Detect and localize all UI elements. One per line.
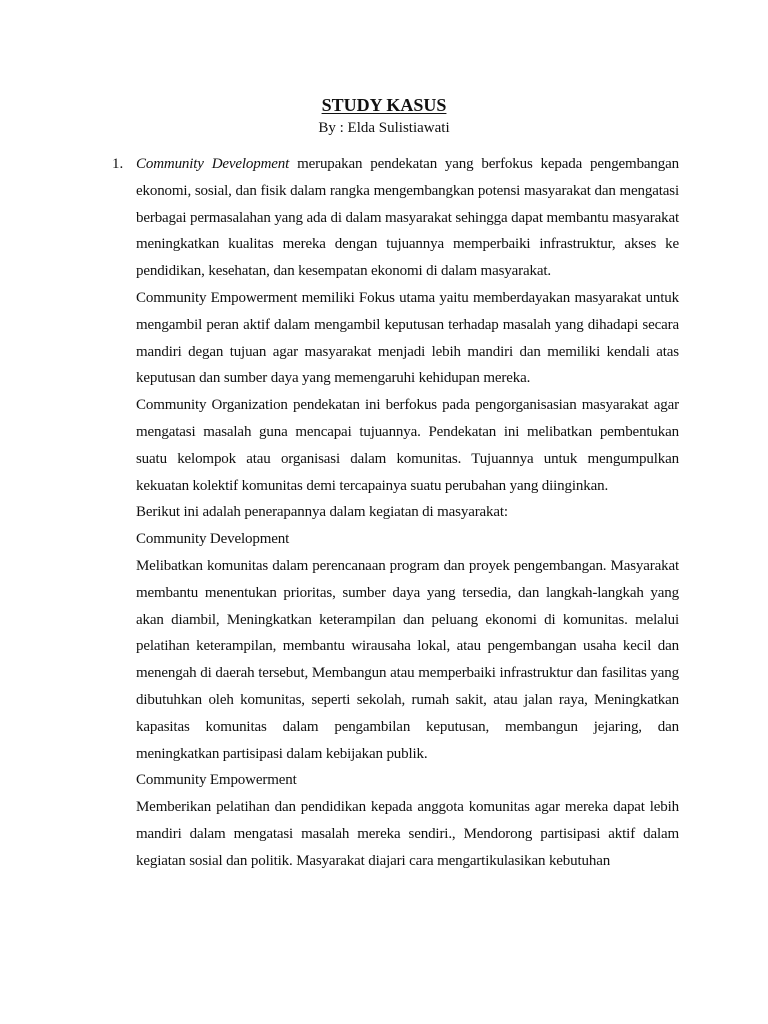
document-title — [0, 94, 768, 116]
list-number: 1. — [112, 156, 124, 172]
document-author: By : Elda Sulistiawati — [318, 120, 450, 136]
paragraph-community-organization-definition: Community Organization pendekatan ini berfokus pada pengorganisasian masyarakat agar mengatasi masalah guna mencapai tujuannya. Pendekatan ini melibatkan pembentukan suatu kelompok atau organisasi dalam komunitas. Tujuannya untuk mengumpulkan kekuatan kolektif komunitas demi tercapainya suatu perubahan yang diinginkan. — [136, 397, 679, 494]
paragraph-community-development-definition — [136, 151, 679, 285]
heading-community-empowerment: Community Empowerment — [136, 772, 297, 789]
heading-community-development: Community Development — [136, 531, 290, 548]
paragraph-community-empowerment-definition: Community Empowerment memiliki Fokus utama yaitu memberdayakan masyarakat untuk mengambil peran aktif dalam mengambil keputusan terhadap masalah yang dihadapi secara mandiri degan tujuan agar masyarakat menjadi lebih mandiri dan memiliki kendali atas keputusan dan sumber daya yang memengaruhi kehidupan mereka. — [136, 289, 679, 387]
intro-term: Community Development — [136, 156, 290, 172]
document-body — [136, 151, 679, 875]
application-intro: Berikut ini adalah penerapannya dalam kegiatan di masyarakat: — [136, 504, 508, 521]
paragraph-development-activities: Melibatkan komunitas dalam perencanaan program dan proyek pengembangan. Masyarakat membantu menentukan prioritas, sumber daya yang tersedia, dan langkah-langkah yang akan diambil, Meningkatkan keterampilan dan peluang ekonomi di komunitas. melalui pelatihan keterampilan, membantu wirausaha lokal, atau pengembangan usaha kecil dan menengah di daerah tersebut, Membangun atau memperbaiki infrastruktur dan fasilitas yang dibutuhkan oleh komunitas, seperti sekolah, rumah sakit, atau jalan raya, Meningkatkan kapasitas komunitas dalam pengambilan keputusan, membangun jejaring, dan meningkatkan partisipasi dalam kebijakan publik. — [136, 557, 679, 762]
intro-text: merupakan pendekatan yang berfokus kepada pengembangan ekonomi, sosial, dan fisik dalam rangka mengembangkan potensi masyarakat dan mengatasi berbagai permasalahan yang ada di dalam masyarakat sehingga dapat membantu masyarakat meningkatkan kualitas mereka dengan tujuannya memperbaiki infrastruktur, akses ke pendidikan, kesehatan, dan kesempatan ekonomi di dalam masyarakat. — [136, 156, 679, 280]
document-title-text: STUDY KASUS — [321, 95, 447, 115]
paragraph-empowerment-activities: Memberikan pelatihan dan pendidikan kepada anggota komunitas agar mereka dapat lebih mandiri dalam mengatasi masalah mereka sendiri., Mendorong partisipasi aktif dalam kegiatan sosial dan politik. Masyarakat diajari cara mengartikulasikan kebutuhan — [136, 799, 679, 869]
